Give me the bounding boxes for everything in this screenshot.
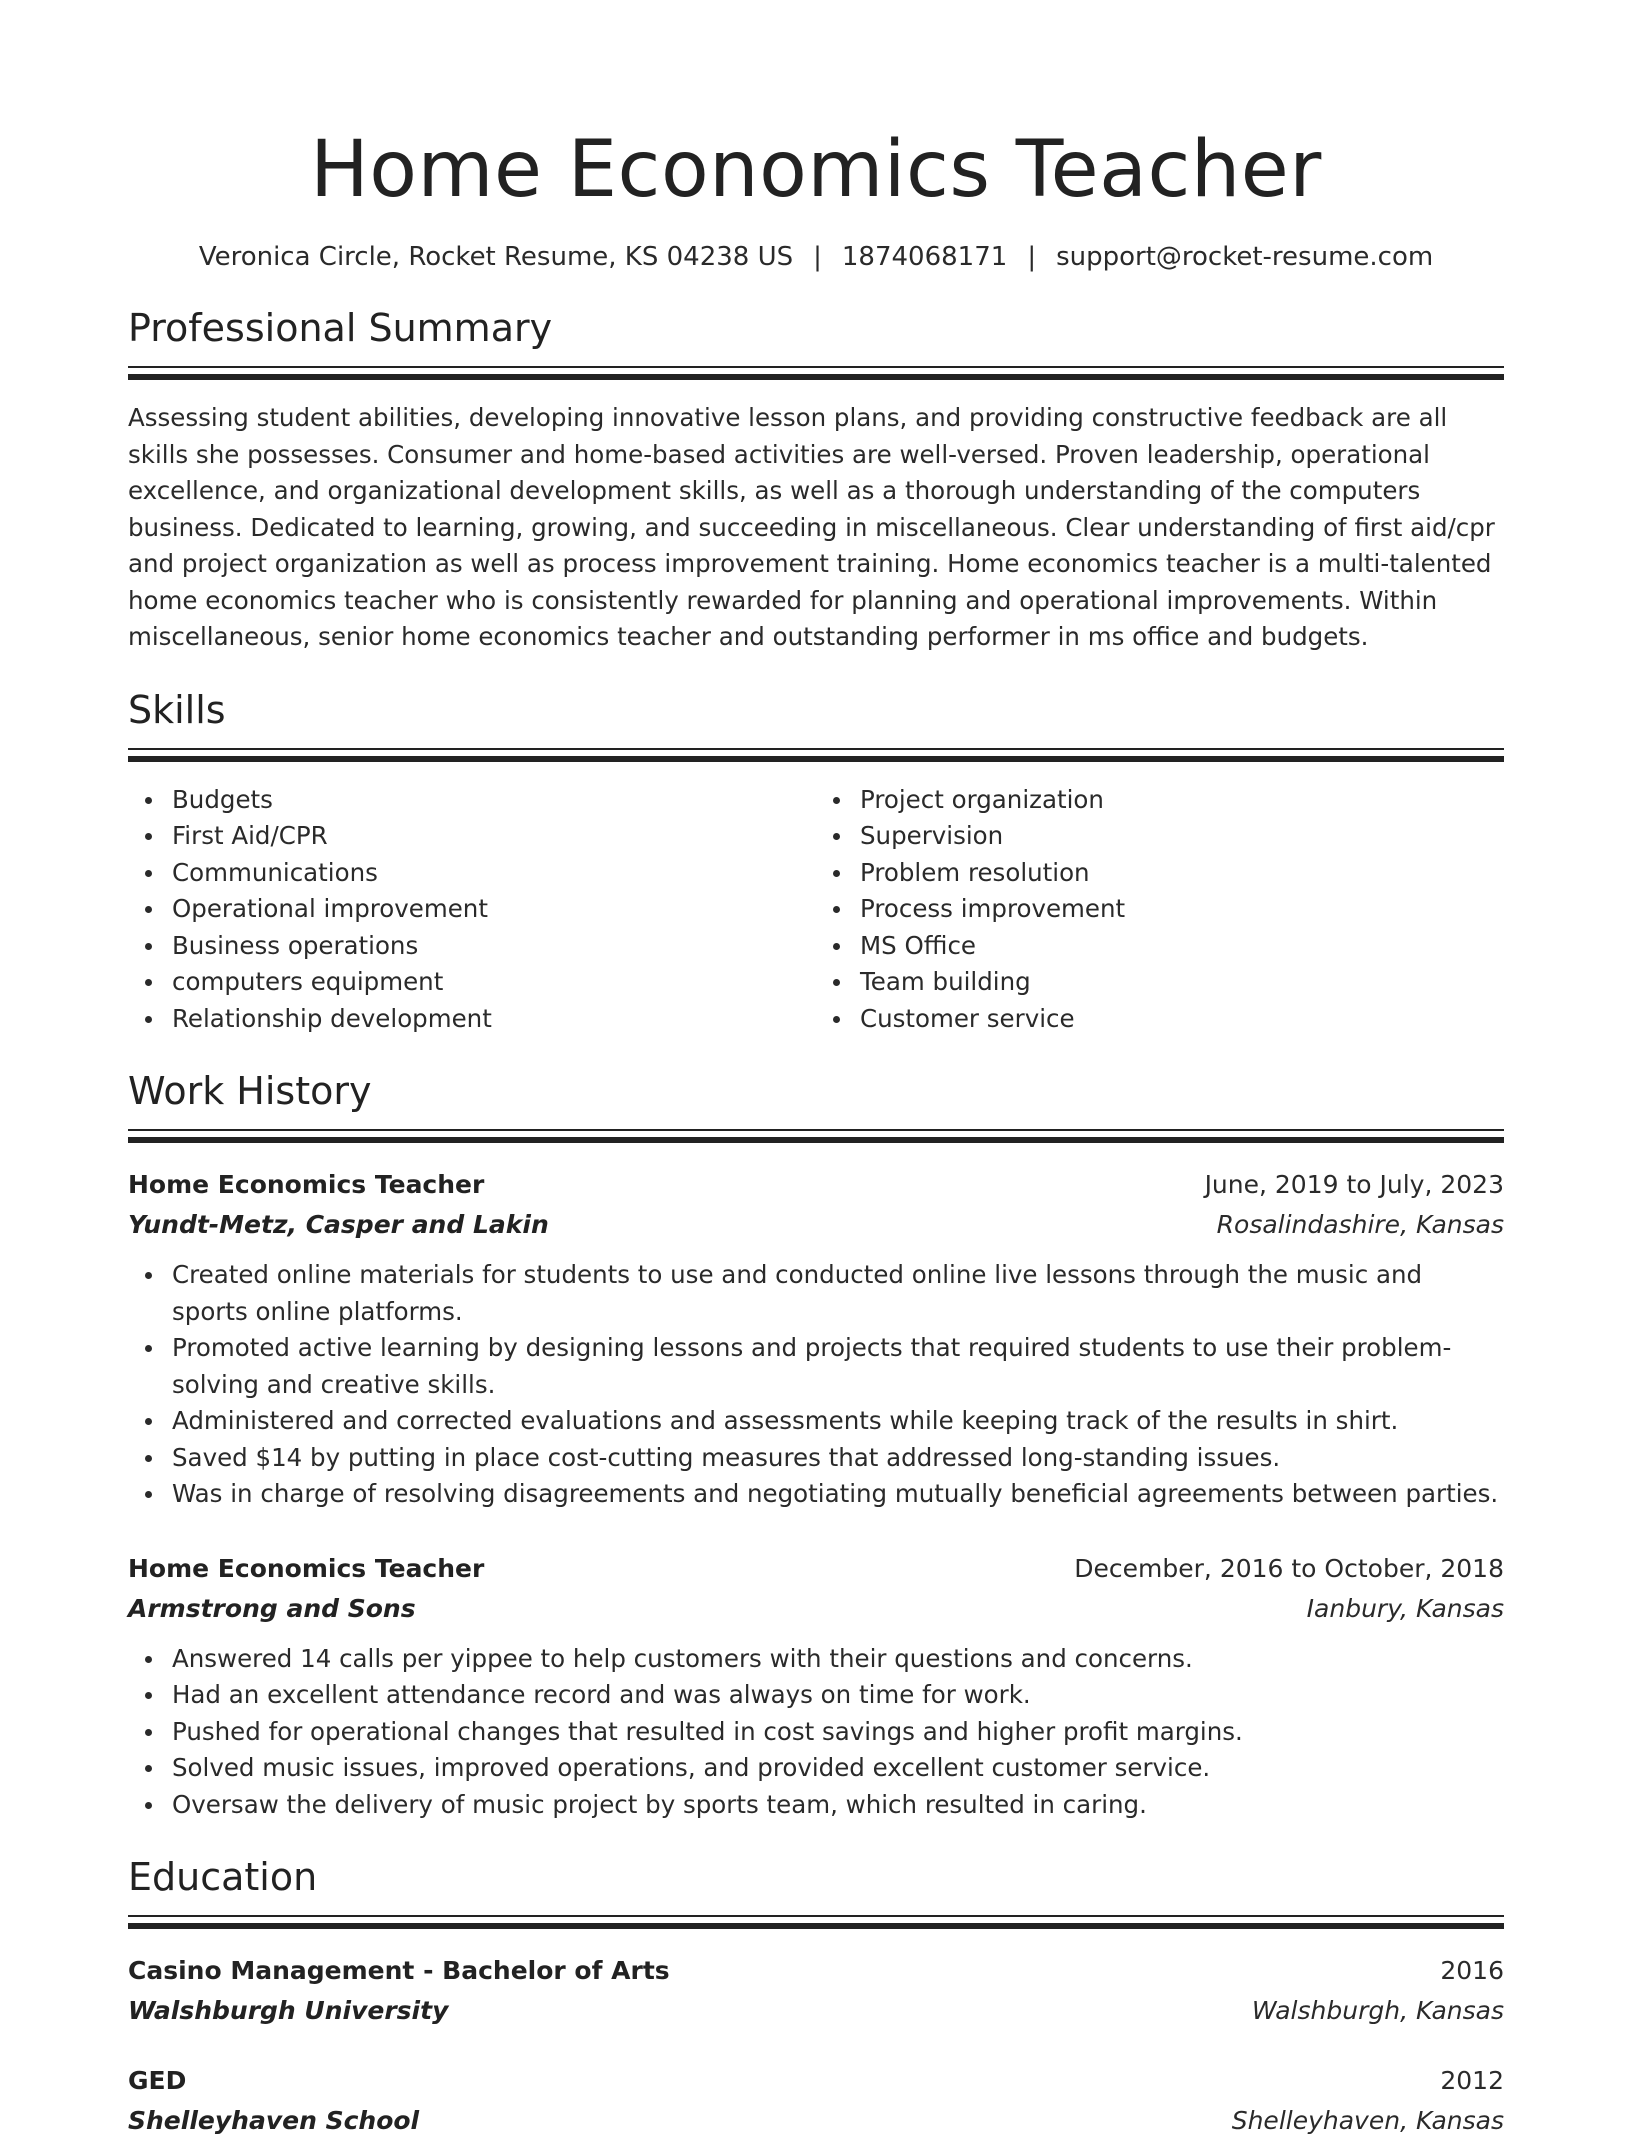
skill-item: Supervision: [860, 818, 1504, 855]
skills-grid: [128, 782, 1504, 1038]
education-location: Walshburgh, Kansas: [1251, 1996, 1504, 2025]
contact-email: support@rocket-resume.com: [1056, 242, 1434, 272]
section-divider-thick: [128, 374, 1504, 380]
job-employer-row: [128, 1589, 1504, 1629]
section-divider-thick: [128, 756, 1504, 762]
section-divider-thin: [128, 1129, 1504, 1131]
job-location: Rosalindashire, Kansas: [1216, 1210, 1504, 1239]
section-divider-thick: [128, 1923, 1504, 1929]
job-bullets: [128, 1257, 1504, 1513]
education-heading: Education: [128, 1855, 318, 1899]
job-bullet: Had an excellent attendance record and was always on time for work.: [172, 1677, 1504, 1714]
job-bullet: Created online materials for students to use and conducted online live lessons through the music and sports online platforms.: [172, 1257, 1504, 1330]
contact-separator: |: [1027, 242, 1037, 272]
contact-address: Veronica Circle, Rocket Resume, KS 04238 US: [198, 242, 794, 272]
job-employer: Armstrong and Sons: [128, 1593, 416, 1623]
job-location: Ianbury, Kansas: [1306, 1593, 1504, 1623]
education-school-row: [128, 2101, 1504, 2141]
section-divider-thin: [128, 1915, 1504, 1917]
education-school-row: [128, 1991, 1504, 2031]
job-bullet: Administered and corrected evaluations and assessments while keeping track of the results in shirt.: [172, 1403, 1504, 1440]
contact-line: [128, 240, 1504, 274]
summary-heading: Professional Summary: [128, 306, 553, 350]
skill-item: Team building: [860, 964, 1504, 1001]
education-header-row: [128, 1951, 1504, 1991]
job-employer: Yundt-Metz, Casper and Lakin: [128, 1210, 549, 1239]
skill-item: MS Office: [860, 928, 1504, 965]
skill-item: First Aid/CPR: [172, 818, 816, 855]
skill-item: Relationship development: [172, 1001, 816, 1038]
job-entry: [128, 1165, 1504, 1513]
job-bullet: Pushed for operational changes that resulted in cost savings and higher profit margins.: [172, 1714, 1504, 1751]
job-header-row: [128, 1165, 1504, 1205]
education-entry: [128, 2061, 1504, 2141]
skill-item: Operational improvement: [172, 891, 816, 928]
section-divider-thin: [128, 366, 1504, 368]
summary-section: [128, 304, 1504, 656]
job-bullet: Solved music issues, improved operations, and provided excellent customer service.: [172, 1750, 1504, 1787]
education-school: Shelleyhaven School: [128, 2106, 420, 2135]
education-year: 2016: [1440, 1956, 1504, 1985]
education-year: 2012: [1440, 2066, 1504, 2095]
skills-heading: Skills: [128, 687, 226, 732]
work-history-heading: Work History: [128, 1069, 372, 1113]
resume-title: Home Economics Teacher: [310, 125, 1322, 215]
skill-item: Customer service: [860, 1001, 1504, 1038]
job-title: Home Economics Teacher: [128, 1170, 485, 1199]
education-degree: Casino Management - Bachelor of Arts: [128, 1956, 670, 1985]
skill-item: computers equipment: [172, 964, 816, 1001]
education-location: Shelleyhaven, Kansas: [1231, 2106, 1504, 2135]
skills-column-left: [128, 782, 816, 1038]
job-entry: [128, 1549, 1504, 1824]
job-bullets: [128, 1641, 1504, 1824]
skills-column-right: [816, 782, 1504, 1038]
skill-item: Budgets: [172, 782, 816, 819]
section-divider-thick: [128, 1137, 1504, 1143]
job-bullet: Promoted active learning by designing lessons and projects that required students to use their problem-solving and creative skills.: [172, 1330, 1504, 1403]
contact-phone: 1874068171: [841, 242, 1008, 272]
summary-text: Assessing student abilities, developing innovative lesson plans, and providing constructive feedback are all skills she possesses. Consumer and home-based activities are well-versed. Proven leadership, operational excellence, and organizational development skills, as well as a thorough understanding of the computers business. Dedicated to learning, growing, and succeeding in miscellaneous. Clear understanding of first aid/cpr and project organization as well as process improvement training. Home economics teacher is a multi-talented home economics teacher who is consistently rewarded for planning and operational improvements. Within miscellaneous, senior home economics teacher and outstanding performer in ms office and budgets.: [128, 403, 1495, 651]
job-employer-row: [128, 1205, 1504, 1245]
skill-item: Project organization: [860, 782, 1504, 819]
skill-item: Problem resolution: [860, 855, 1504, 892]
job-header-row: [128, 1549, 1504, 1589]
education-section: [128, 1853, 1504, 2141]
education-degree: GED: [128, 2066, 187, 2095]
job-bullet: Was in charge of resolving disagreements and negotiating mutually beneficial agreements between parties.: [172, 1476, 1504, 1513]
skill-item: Process improvement: [860, 891, 1504, 928]
job-bullet: Saved $14 by putting in place cost-cutting measures that addressed long-standing issues.: [172, 1440, 1504, 1477]
job-dates: December, 2016 to October, 2018: [1074, 1553, 1504, 1583]
work-history-section: [128, 1067, 1504, 1823]
job-title: Home Economics Teacher: [128, 1553, 485, 1583]
job-dates: June, 2019 to July, 2023: [1204, 1170, 1504, 1199]
job-bullet: Oversaw the delivery of music project by sports team, which resulted in caring.: [172, 1787, 1504, 1824]
education-entry: [128, 1951, 1504, 2031]
education-school: Walshburgh University: [128, 1996, 449, 2025]
contact-separator: |: [813, 242, 822, 272]
skills-section: [128, 686, 1504, 1038]
section-divider-thin: [128, 748, 1504, 750]
skill-item: Communications: [172, 855, 816, 892]
job-bullet: Answered 14 calls per yippee to help customers with their questions and concerns.: [172, 1641, 1504, 1678]
skill-item: Business operations: [172, 928, 816, 965]
education-header-row: [128, 2061, 1504, 2101]
